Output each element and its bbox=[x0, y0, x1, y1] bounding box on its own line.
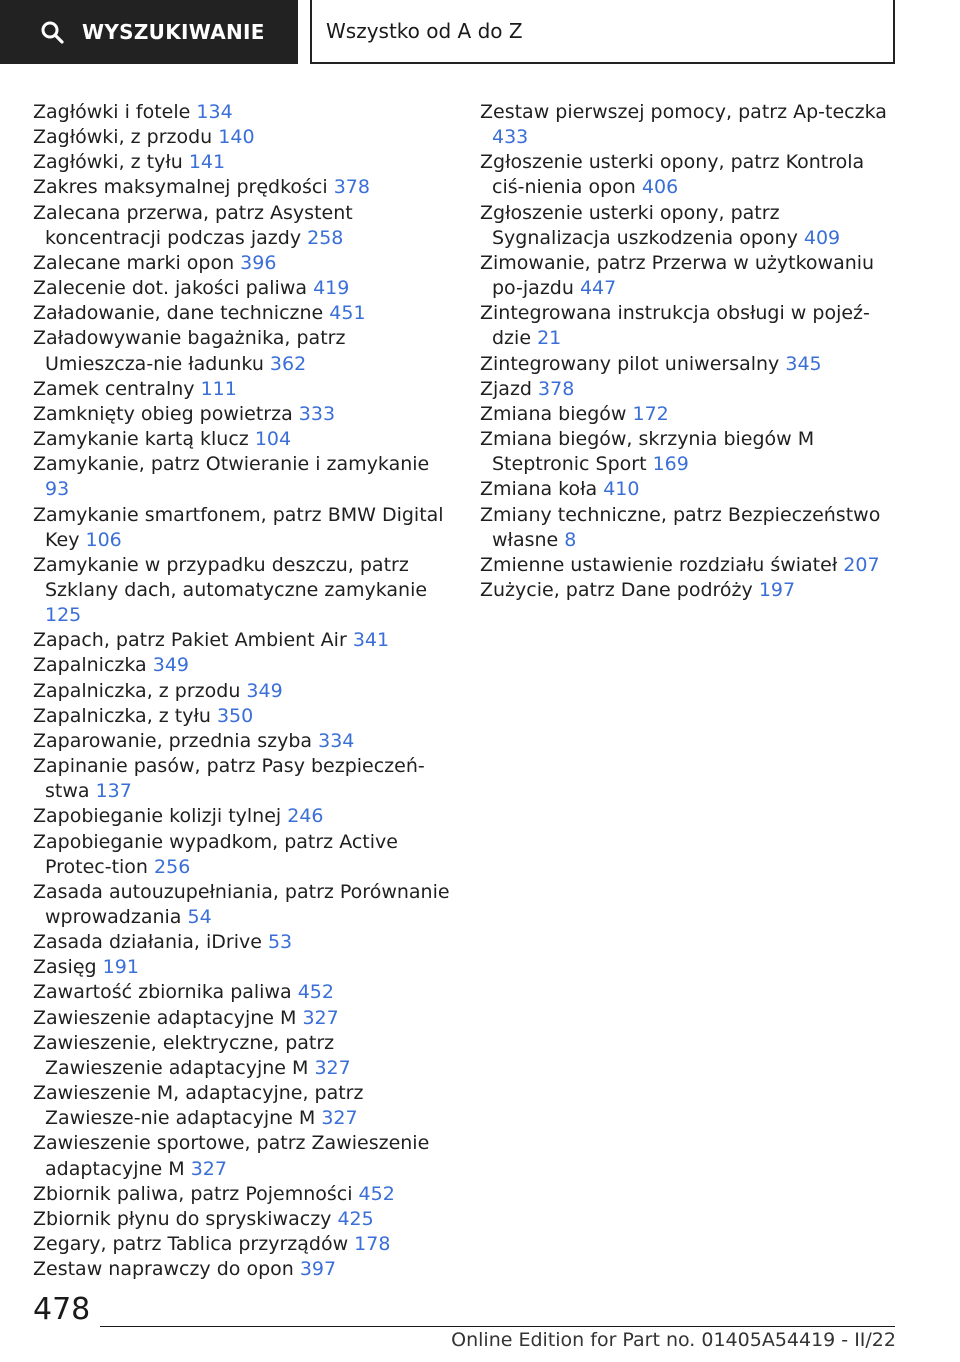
index-entry-text: Zamknięty obieg powietrza bbox=[33, 402, 293, 425]
page-link[interactable]: 327 bbox=[314, 1056, 351, 1079]
index-entry-text: Zmiana biegów, skrzynia biegów M Steptronic Sport bbox=[480, 428, 815, 476]
index-entry-text: Zakres maksymalnej prędkości bbox=[33, 176, 328, 199]
index-entry-text: Zawieszenie sportowe, patrz Zawieszenie adaptacyjne M bbox=[33, 1132, 430, 1180]
index-entry bbox=[33, 125, 453, 150]
index-entry-text: Zawartość zbiornika paliwa bbox=[33, 981, 292, 1004]
index-entry bbox=[33, 175, 453, 200]
index-entry bbox=[480, 427, 900, 477]
index-entry bbox=[33, 880, 453, 930]
index-entry-text: Zgłoszenie usterki opony, patrz Kontrola ciś-nienia opon bbox=[480, 151, 865, 199]
index-entry bbox=[33, 201, 453, 251]
index-entry-text: Zapinanie pasów, patrz Pasy bezpieczeń-stwa bbox=[33, 755, 425, 803]
page-link[interactable]: 137 bbox=[95, 780, 132, 803]
page-link[interactable]: 410 bbox=[603, 478, 640, 501]
page-link[interactable]: 419 bbox=[313, 277, 350, 300]
page-link[interactable]: 8 bbox=[564, 528, 577, 551]
search-icon bbox=[40, 20, 64, 44]
index-entry-text: Zamykanie smartfonem, patrz BMW Digital Key bbox=[33, 503, 444, 551]
index-column-left bbox=[33, 100, 453, 1282]
index-entry bbox=[33, 553, 453, 628]
index-entry-text: Zgłoszenie usterki opony, patrz Sygnalizacja uszkodzenia opony bbox=[480, 201, 798, 249]
index-entry-text: Zapach, patrz Pakiet Ambient Air bbox=[33, 629, 347, 652]
index-entry-text: Zasada działania, iDrive bbox=[33, 931, 262, 954]
page-link[interactable]: 451 bbox=[329, 302, 366, 325]
index-entry-text: Zawieszenie adaptacyjne M bbox=[33, 1006, 297, 1029]
index-entry-text: Zapalniczka, z tyłu bbox=[33, 704, 211, 727]
page-link[interactable]: 425 bbox=[337, 1207, 374, 1230]
index-entry-text: Zalecane marki opon bbox=[33, 251, 235, 274]
page-link[interactable]: 21 bbox=[537, 327, 562, 350]
index-entry bbox=[33, 503, 453, 553]
page-link[interactable]: 327 bbox=[190, 1157, 227, 1180]
index-entry-text: Zamykanie kartą klucz bbox=[33, 428, 249, 451]
index-entry bbox=[480, 201, 900, 251]
index-entry bbox=[33, 377, 453, 402]
edition-note: Online Edition for Part no. 01405A54419 - II/22 bbox=[451, 1329, 896, 1351]
index-entry bbox=[480, 100, 900, 150]
index-entry bbox=[33, 1031, 453, 1081]
index-entry bbox=[480, 553, 900, 578]
header-bar bbox=[0, 0, 960, 66]
index-entry-text: Załadowanie, dane techniczne bbox=[33, 302, 324, 325]
index-entry-text: Zamek centralny bbox=[33, 377, 195, 400]
index-entry-text: Zintegrowany pilot uniwersalny bbox=[480, 352, 780, 375]
index-entry bbox=[33, 1182, 453, 1207]
page-link[interactable]: 350 bbox=[216, 704, 254, 727]
index-entry-text: Zapobieganie kolizji tylnej bbox=[33, 805, 282, 828]
index-entry bbox=[480, 402, 900, 427]
page-link[interactable]: 106 bbox=[85, 528, 122, 551]
index-entry bbox=[33, 980, 453, 1005]
page-link[interactable]: 53 bbox=[267, 931, 293, 954]
index-entry-text: Zbiornik płynu do spryskiwaczy bbox=[33, 1207, 332, 1230]
page-link[interactable]: 447 bbox=[579, 277, 617, 300]
index-entry bbox=[33, 653, 453, 678]
page-link[interactable]: 256 bbox=[154, 855, 191, 878]
page-link[interactable]: 349 bbox=[246, 679, 283, 702]
index-entry-text: Zbiornik paliwa, patrz Pojemności bbox=[33, 1182, 353, 1205]
index-entry bbox=[33, 452, 453, 502]
page-link[interactable]: 54 bbox=[187, 906, 212, 928]
index-entry bbox=[33, 276, 453, 301]
index-entry-text: Zjazd bbox=[480, 377, 532, 400]
page-link[interactable]: 172 bbox=[632, 402, 669, 425]
index-entry bbox=[33, 150, 453, 175]
index-entry bbox=[480, 503, 900, 553]
page-link[interactable]: 349 bbox=[152, 654, 190, 677]
index-entry bbox=[33, 326, 453, 376]
index-entry bbox=[33, 1257, 453, 1282]
index-entry bbox=[33, 804, 453, 829]
page-link[interactable]: 140 bbox=[218, 126, 255, 149]
breadcrumb[interactable] bbox=[310, 0, 895, 64]
index-entry-text: Zegary, patrz Tablica przyrządów bbox=[33, 1233, 349, 1256]
page-link[interactable]: 409 bbox=[803, 226, 841, 249]
index-entry bbox=[480, 477, 900, 502]
index-entry bbox=[33, 830, 453, 880]
index-entry-text: Zalecenie dot. jakości paliwa bbox=[33, 277, 308, 300]
index-entry bbox=[33, 100, 453, 125]
page-link[interactable]: 397 bbox=[299, 1258, 337, 1281]
page-link[interactable]: 362 bbox=[269, 352, 307, 375]
index-entry-text: Zamykanie w przypadku deszczu, patrz Szklany dach, automatyczne zamykanie bbox=[33, 553, 428, 601]
index-entry bbox=[33, 402, 453, 427]
index-entry-text: Zagłówki, z przodu bbox=[33, 126, 213, 149]
index-entry-text: Zaparowanie, przednia szyba bbox=[33, 729, 313, 752]
page-link[interactable]: 125 bbox=[45, 604, 82, 627]
page-link[interactable]: 197 bbox=[758, 578, 796, 601]
index-entry-text: Zasięg bbox=[33, 956, 97, 979]
index-entry bbox=[33, 955, 453, 980]
index-entry bbox=[33, 679, 453, 704]
page-link[interactable]: 104 bbox=[254, 428, 292, 451]
page-link[interactable]: 246 bbox=[287, 805, 324, 828]
page-link[interactable]: 111 bbox=[200, 377, 237, 400]
index-entry bbox=[33, 301, 453, 326]
index-entry-text: Zmienne ustawienie rozdziału świateł bbox=[480, 553, 838, 576]
index-entry-text: Zamykanie, patrz Otwieranie i zamykanie bbox=[33, 453, 430, 476]
index-entry-text: Zmiana koła bbox=[480, 478, 598, 501]
index-column-right bbox=[480, 100, 900, 603]
page-link[interactable]: 333 bbox=[298, 402, 336, 425]
index-entry bbox=[33, 1006, 453, 1031]
index-entry bbox=[33, 1232, 453, 1257]
index-entry-text: Zestaw naprawczy do opon bbox=[33, 1258, 294, 1281]
index-entry-text: Zapalniczka bbox=[33, 654, 147, 677]
page-link[interactable]: 327 bbox=[321, 1107, 358, 1130]
page-link[interactable]: 258 bbox=[307, 226, 344, 249]
index-entry bbox=[480, 352, 900, 377]
breadcrumb-label: Wszystko od A do Z bbox=[326, 19, 523, 43]
page-link[interactable]: 141 bbox=[188, 151, 226, 174]
index-entry bbox=[480, 150, 900, 200]
index-entry-text: Zmiany techniczne, patrz Bezpieczeństwo własne bbox=[480, 503, 881, 551]
index-entry-text: Zagłówki i fotele bbox=[33, 101, 191, 123]
index-entry bbox=[33, 754, 453, 804]
page-link[interactable]: 345 bbox=[785, 352, 822, 375]
index-entry-text: Zintegrowana instrukcja obsługi w pojeź-dzie bbox=[480, 302, 870, 350]
page-link[interactable]: 334 bbox=[318, 729, 355, 752]
page-link[interactable]: 378 bbox=[538, 377, 575, 400]
page-number: 478 bbox=[33, 1292, 91, 1327]
index-entry-text: Zawieszenie M, adaptacyjne, patrz Zawiesze-nie adaptacyjne M bbox=[33, 1082, 364, 1130]
search-button[interactable] bbox=[0, 0, 298, 64]
page-link[interactable]: 406 bbox=[641, 176, 679, 199]
page-link[interactable]: 378 bbox=[333, 176, 370, 199]
index-entry bbox=[480, 578, 900, 603]
index-entry bbox=[33, 1081, 453, 1131]
index-entry bbox=[33, 704, 453, 729]
page-link[interactable]: 396 bbox=[240, 251, 277, 274]
index-entry bbox=[33, 1131, 453, 1181]
index-entry-text: Zawieszenie, elektryczne, patrz Zawieszenie adaptacyjne M bbox=[33, 1031, 335, 1079]
index-entry-text: Zimowanie, patrz Przerwa w użytkowaniu po-jazdu bbox=[480, 251, 875, 300]
page-link[interactable]: 452 bbox=[358, 1182, 395, 1205]
index-entry-text: Zapalniczka, z przodu bbox=[33, 679, 241, 702]
footer-divider bbox=[100, 1326, 895, 1327]
page-link[interactable]: 191 bbox=[102, 956, 139, 979]
page-link[interactable]: 134 bbox=[196, 101, 233, 123]
index-entry bbox=[33, 930, 453, 955]
index-entry-text: Zapobieganie wypadkom, patrz Active Protec-tion bbox=[33, 830, 398, 878]
page-link[interactable]: 93 bbox=[45, 478, 70, 501]
page-link[interactable]: 207 bbox=[843, 553, 880, 576]
page-link[interactable]: 327 bbox=[302, 1006, 339, 1029]
index-entry-text: Zalecana przerwa, patrz Asystent koncentracji podczas jazdy bbox=[33, 201, 353, 249]
page-link[interactable]: 178 bbox=[354, 1233, 391, 1256]
index-entry-text: Zagłówki, z tyłu bbox=[33, 151, 183, 174]
page-link[interactable]: 433 bbox=[492, 126, 529, 149]
index-entry bbox=[480, 251, 900, 301]
index-entry bbox=[33, 628, 453, 653]
index-entry bbox=[33, 251, 453, 276]
index-entry-text: Zużycie, patrz Dane podróży bbox=[480, 578, 753, 601]
index-entry-text: Zmiana biegów bbox=[480, 402, 627, 425]
index-entry-text: Zestaw pierwszej pomocy, patrz Ap-teczka bbox=[480, 101, 887, 123]
index-entry bbox=[33, 427, 453, 452]
index-entry bbox=[480, 301, 900, 351]
page-link[interactable]: 341 bbox=[352, 629, 390, 652]
page-link[interactable]: 452 bbox=[297, 981, 334, 1004]
page-link[interactable]: 169 bbox=[652, 453, 689, 476]
search-label: WYSZUKIWANIE bbox=[82, 20, 265, 44]
index-entry bbox=[480, 377, 900, 402]
index-entry-text: Załadowywanie bagażnika, patrz Umieszcza-nie ładunku bbox=[33, 327, 346, 375]
index-entry-text: Zasada autouzupełniania, patrz Porównanie wprowadzania bbox=[33, 880, 450, 928]
index-entry bbox=[33, 1207, 453, 1232]
index-entry bbox=[33, 729, 453, 754]
